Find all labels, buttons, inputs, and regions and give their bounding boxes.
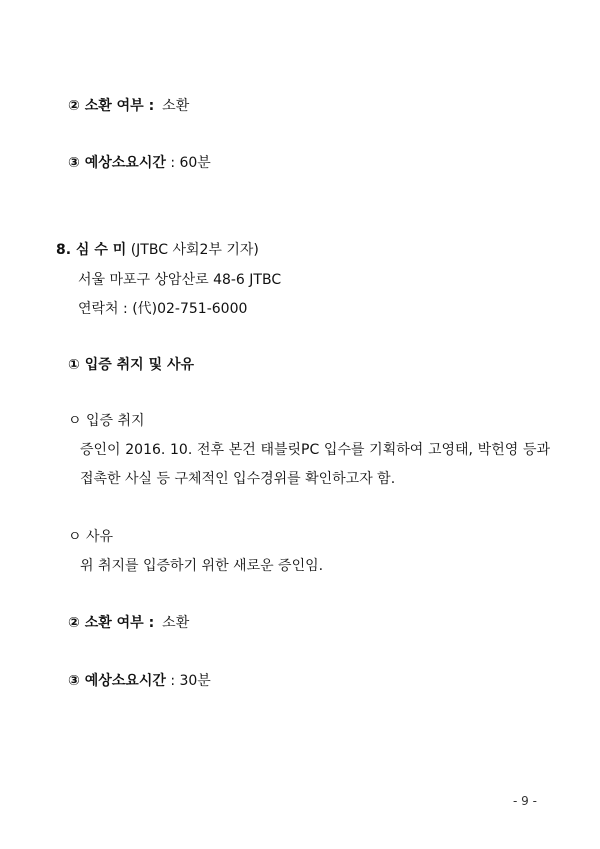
summon-status-label: ② 소환 여부 :: [68, 98, 155, 114]
estimated-time-line: [68, 153, 211, 173]
estimated-time-label-2: ③ 예상소요시간: [68, 673, 166, 689]
summon-status-value-2: 소환: [162, 615, 190, 631]
reason-text: 위 취지를 입증하기 위한 새로운 증인임.: [80, 558, 324, 574]
witness-affiliation: (JTBC 사회2부 기자): [130, 242, 259, 258]
estimated-time-value-2: : 30분: [170, 673, 211, 689]
summon-status-line: [68, 96, 189, 116]
purpose-heading: ① 입증 취지 및 사유: [68, 357, 195, 373]
estimated-time-value: : 60분: [170, 155, 211, 171]
purpose-text-line-1: 증인이 2016. 10. 전후 본건 태블릿PC 입수를 기획하여 고영태, 박헌영 등과: [80, 442, 550, 458]
summon-status-line-2: [68, 613, 189, 633]
summon-status-value: 소환: [162, 98, 190, 114]
summon-status-label-2: ② 소환 여부 :: [68, 615, 155, 631]
witness-name: 8. 심 수 미: [56, 242, 127, 258]
reason-bullet: ㅇ 사유: [68, 529, 114, 545]
witness-address: 서울 마포구 상암산로 48-6 JTBC: [78, 272, 282, 288]
purpose-text-line-2: 접촉한 사실 등 구체적인 입수경위를 확인하고자 함.: [80, 471, 396, 487]
witness-heading: [56, 240, 259, 260]
witness-contact: 연락처 : (代)02-751-6000: [78, 301, 248, 317]
page-number: - 9 -: [513, 794, 537, 808]
estimated-time-line-2: [68, 671, 211, 691]
estimated-time-label: ③ 예상소요시간: [68, 155, 166, 171]
purpose-bullet: ㅇ 입증 취지: [68, 413, 145, 429]
